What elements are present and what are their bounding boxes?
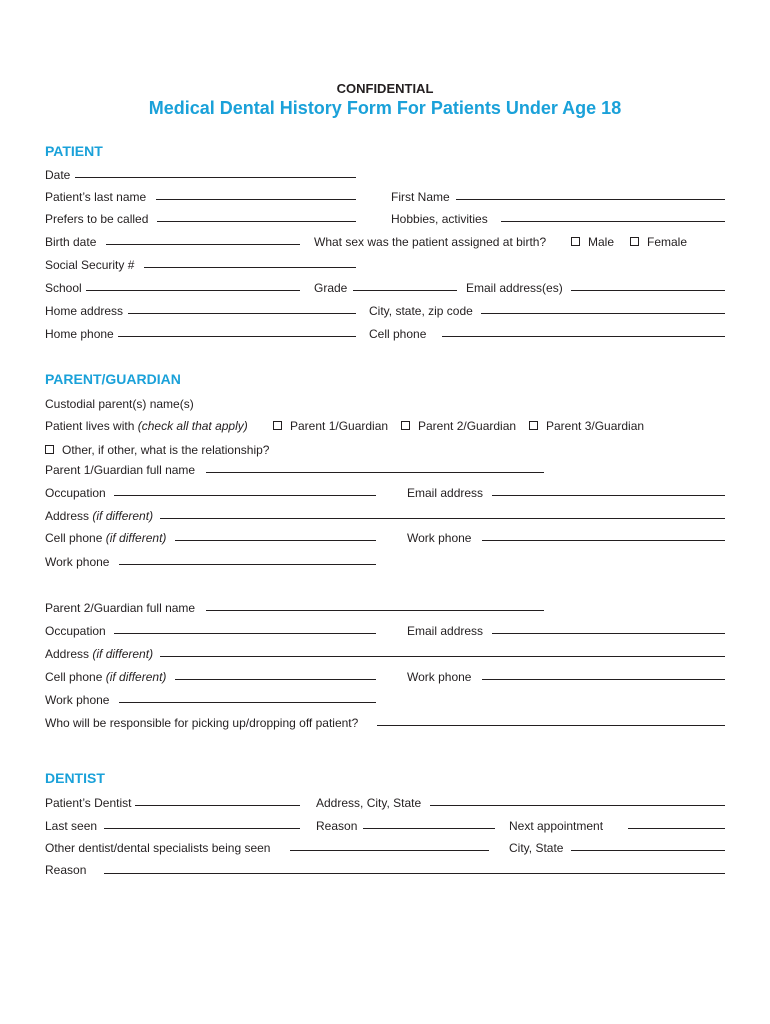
patients-dentist-field[interactable] [135,805,300,806]
dentist-address-field[interactable] [430,805,725,806]
email-field[interactable] [571,290,725,291]
email-label: Email address(es) [466,281,563,295]
p2-work-phone-2-field[interactable] [119,702,376,703]
parent3-option-label: Parent 3/Guardian [546,419,645,433]
city-state-zip-label: City, state, zip code [369,304,473,318]
p1-address-field[interactable] [160,518,725,519]
p2-cell-phone-label: Cell phone (if different) [45,670,167,684]
grade-field[interactable] [353,290,457,291]
p1-cell-phone-field[interactable] [175,540,376,541]
p1-full-name-field[interactable] [206,472,544,473]
male-label: Male [588,235,615,249]
first-name-label: First Name [391,190,450,204]
city-state-field[interactable] [571,850,725,851]
female-checkbox[interactable] [630,237,639,246]
parent1-option-label: Parent 1/Guardian [290,419,389,433]
male-checkbox[interactable] [571,237,580,246]
section-heading-patient: PATIENT [45,143,103,159]
p1-email-label: Email address [407,486,484,500]
parent2-option-label: Parent 2/Guardian [418,419,517,433]
birth-date-label: Birth date [45,235,97,249]
next-appointment-field[interactable] [628,828,725,829]
last-seen-field[interactable] [104,828,300,829]
p2-work-phone-field[interactable] [482,679,725,680]
birth-date-field[interactable] [106,244,300,245]
custodial-label: Custodial parent(s) name(s) [45,397,194,411]
p1-work-phone-2-field[interactable] [119,564,376,565]
parent3-checkbox[interactable] [529,421,538,430]
pickup-label: Who will be responsible for picking up/dropping off patient? [45,716,359,730]
reason-field[interactable] [104,873,725,874]
reason-label: Reason [45,863,87,877]
parent2-checkbox[interactable] [401,421,410,430]
home-phone-field[interactable] [118,336,356,337]
p2-email-label: Email address [407,624,484,638]
ssn-label: Social Security # [45,258,135,272]
other-dentist-field[interactable] [290,850,489,851]
city-state-label: City, State [509,841,564,855]
cell-phone-field[interactable] [442,336,725,337]
first-name-field[interactable] [456,199,725,200]
dentist-address-label: Address, City, State [316,796,422,810]
city-state-zip-field[interactable] [481,313,725,314]
p1-work-phone-field[interactable] [482,540,725,541]
p2-address-field[interactable] [160,656,725,657]
p1-occupation-label: Occupation [45,486,106,500]
lives-with-label: Patient lives with (check all that apply) [45,419,248,433]
other-option-label: Other, if other, what is the relationship? [62,443,270,457]
cell-phone-label: Cell phone [369,327,427,341]
home-phone-label: Home phone [45,327,114,341]
p2-occupation-label: Occupation [45,624,106,638]
confidential-label: CONFIDENTIAL [336,81,434,96]
home-address-field[interactable] [128,313,356,314]
next-appointment-label: Next appointment [509,819,604,833]
parent1-checkbox[interactable] [273,421,282,430]
p2-cell-phone-field[interactable] [175,679,376,680]
p1-full-name-label: Parent 1/Guardian full name [45,463,196,477]
ssn-field[interactable] [144,267,356,268]
last-name-field[interactable] [156,199,356,200]
p1-occupation-field[interactable] [114,495,376,496]
p1-work-phone-2-label: Work phone [45,555,110,569]
form-title: Medical Dental History Form For Patients Under Age 18 [148,98,622,118]
p2-occupation-field[interactable] [114,633,376,634]
female-label: Female [647,235,688,249]
p2-full-name-field[interactable] [206,610,544,611]
home-address-label: Home address [45,304,124,318]
prefers-field[interactable] [157,221,356,222]
lives-with-note: (check all that apply) [137,419,248,433]
p1-work-phone-label: Work phone [407,531,472,545]
school-label: School [45,281,82,295]
section-heading-dentist: DENTIST [45,770,105,786]
last-seen-label: Last seen [45,819,98,833]
p2-full-name-label: Parent 2/Guardian full name [45,601,196,615]
hobbies-label: Hobbies, activities [391,212,488,226]
date-field[interactable] [75,177,356,178]
p1-cell-phone-label: Cell phone (if different) [45,531,167,545]
other-dentist-label: Other dentist/dental specialists being seen [45,841,271,855]
last-name-label: Patient’s last name [45,190,147,204]
p1-address-label: Address (if different) [45,509,154,523]
prefers-label: Prefers to be called [45,212,149,226]
sex-question-label: What sex was the patient assigned at birth? [314,235,547,249]
other-checkbox[interactable] [45,445,54,454]
p2-address-label: Address (if different) [45,647,154,661]
dentist-reason-label: Reason [316,819,358,833]
p2-work-phone-label: Work phone [407,670,472,684]
hobbies-field[interactable] [501,221,725,222]
school-field[interactable] [86,290,300,291]
pickup-field[interactable] [377,725,725,726]
grade-label: Grade [314,281,348,295]
p2-email-field[interactable] [492,633,725,634]
p1-email-field[interactable] [492,495,725,496]
p2-work-phone-2-label: Work phone [45,693,110,707]
section-heading-guardian: PARENT/GUARDIAN [45,371,181,387]
date-label: Date [45,168,71,182]
dentist-reason-field[interactable] [363,828,495,829]
patients-dentist-label: Patient’s Dentist [45,796,132,810]
